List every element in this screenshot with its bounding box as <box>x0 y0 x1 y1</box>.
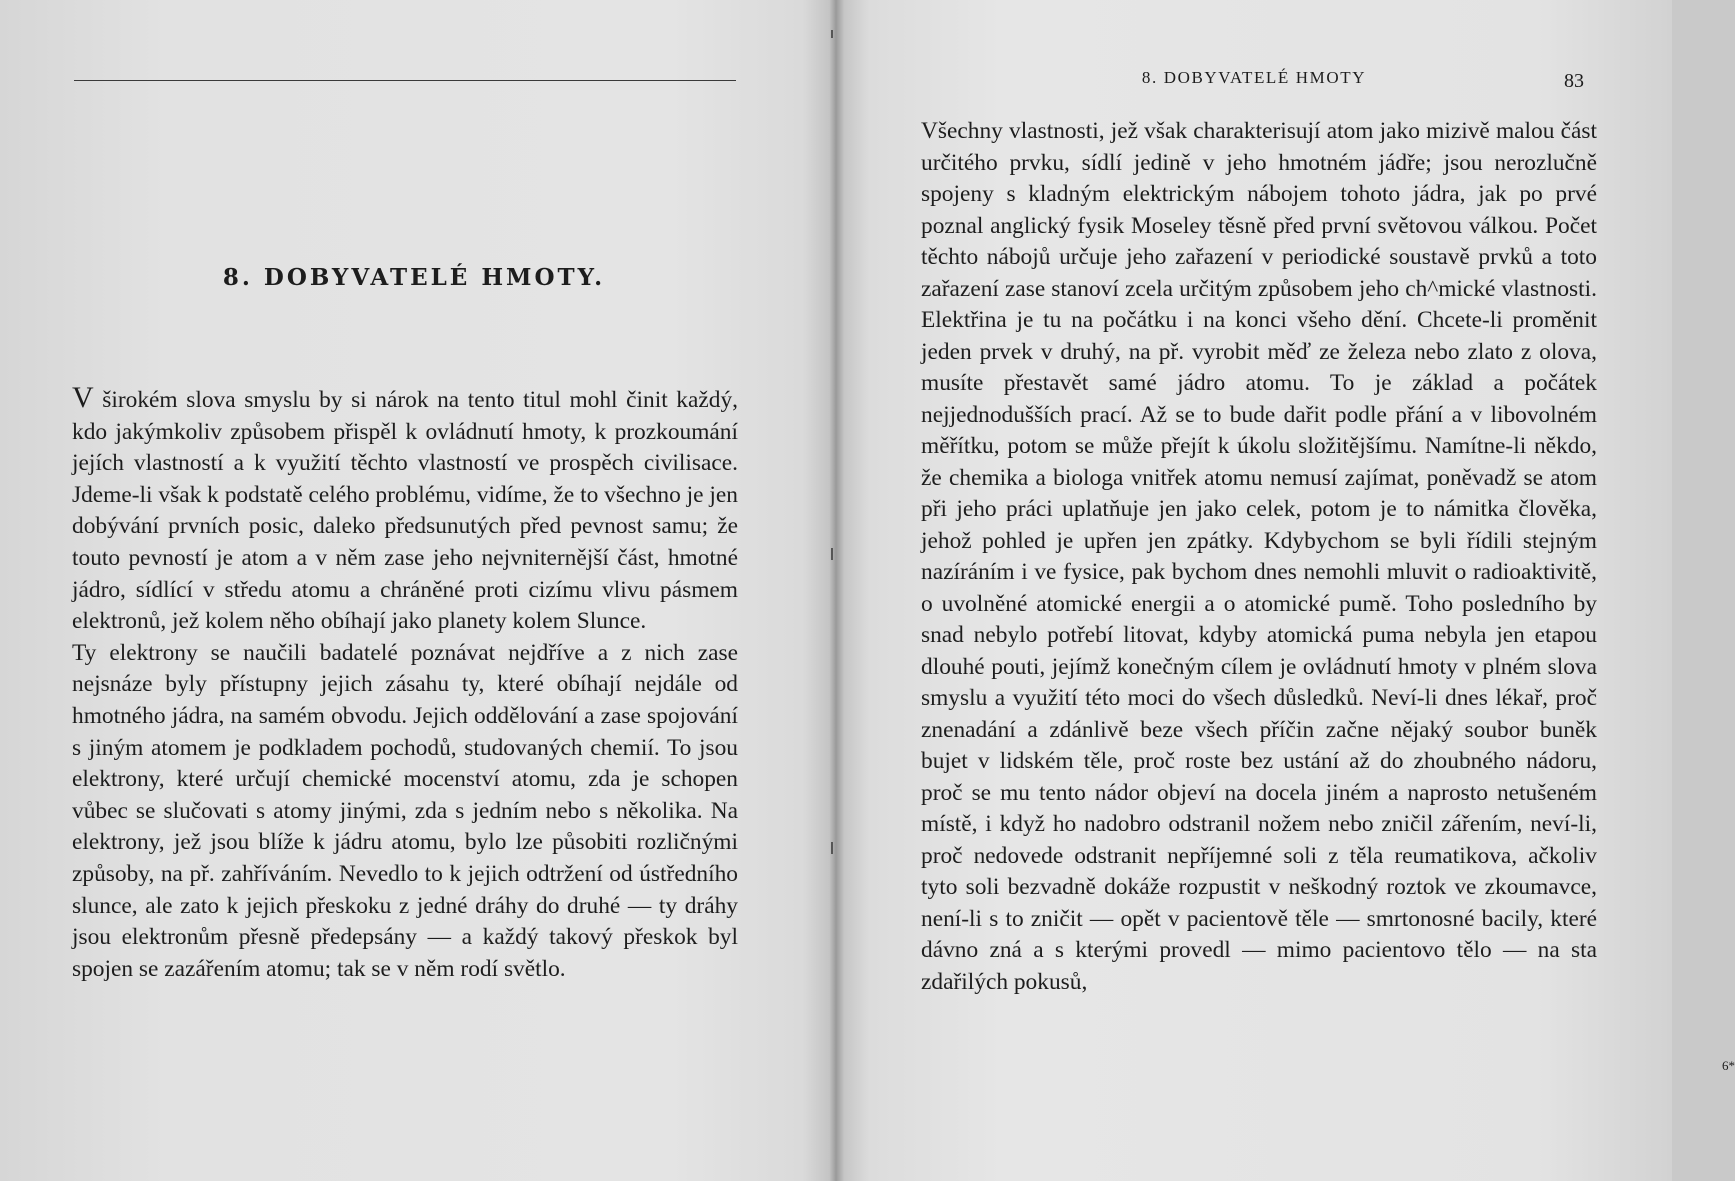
gutter-stitch-mark <box>831 842 833 854</box>
left-page-body <box>72 382 738 985</box>
right-page-body <box>921 116 1597 998</box>
right-page <box>836 0 1735 1181</box>
left-page <box>0 0 828 1181</box>
gutter-stitch-mark <box>831 30 833 38</box>
body-paragraph: V širokém slova smyslu by si nárok na tento titul mohl činit každý, kdo jakýmkoliv způsobem přispěl k ovládnutí hmoty, k prozkoumání jejích vlastností a k využití těchto vlastností ve prospěch civilisace. Jdeme-li však k podstatě celého problému, vidíme, že to všechno je jen dobývání prvních posic, daleko předsunutých před pevnost samu; že touto pevností je atom a v něm zase jeho nejvniternější část, hmotné jádro, sídlící v středu atomu a chráněné proti cizímu vlivu pásmem elektronů, jež kolem něho obíhají jako planety kolem Slunce. <box>72 381 738 635</box>
page-number: 83 <box>1564 70 1584 92</box>
chapter-title: 8. DOBYVATELÉ HMOTY. <box>222 264 606 291</box>
body-paragraph: Všechny vlastnosti, jež však charakterisují atom jako mizivě malou část určitého prvku, sídlí jedině v jeho hmotném jádře; jsou nerozlučně spojeny s kladným elektrickým nábojem tohoto jádra, jak po prvé poznal anglický fysik Moseley těsně před první světovou válkou. Počet těchto nábojů určuje jeho zařazení v periodické soustavě prvků a toto zařazení zase stanoví zcela určitým způsobem jeho ch^mické vlastnosti. Elektřina je tu na počátku i na konci všeho dění. Chcete-li proměnit jeden prvek v druhý, na př. vyrobit měď ze železa nebo zlato z olova, musíte přestavět samé jádro atomu. To je základ a počátek nejjednodušších prací. Až se to bude dařit podle přání a v libovolném měřítku, potom se může přejít k úkolu složitějšímu. Namítne-li někdo, že chemika a biologa vnitřek atomu nemusí zajímat, poněvadž se atom při jeho práci uplatňuje jen jako celek, potom je to námitka člověka, jehož pohled je upřen jen zpátky. Kdybychom se byli řídili stejným nazíráním i ve fysice, pak bychom dnes nemohli mluvit o radioaktivitě, o uvolněné atomické energii a o atomické pumě. Toho posledního by snad nebylo potřebí litovat, kdyby atomická puma nebyla jen etapou dlouhé pouti, jejímž konečným cílem je ovládnutí hmoty v plném slova smyslu a využití této moci do všech důsledků. Neví-li dnes lékař, proč znenadání a zdánlivě beze všech příčin začne nějaký soubor buněk bujet v lidském těle, proč roste bez ustání až do zhoubného nádoru, proč se mu tento nádor objeví na docela jiném a naprosto netušeném místě, i když ho nadobro odstranil nožem nebo zničil zářením, neví-li, proč nedovede odstranit nepříjemné soli z těla reumatikova, ačkoliv tyto soli bezvadně dokáže rozpustit v neškodný roztok ve zkoumavce, není-li s to zničit — opět v pacientově těle — smrtonosné bacily, které dávno zná a s kterými provedl — mimo pacientovo tělo — na sta zdařilých pokusů, <box>921 118 1597 995</box>
running-head: 8. DOBYVATELÉ HMOTY <box>1141 68 1367 87</box>
signature-mark: 6* <box>1722 1058 1735 1073</box>
body-paragraph: Ty elektrony se naučili badatelé poznávat nejdříve a z nich zase nejsnáze byly přístupny jejich zásahu ty, které obíhají nejdále od hmotného jádra, na samém obvodu. Jejich oddělování a zase spojování s jiným atomem je podkladem pochodů, studovaných chemií. To jsou elektrony, které určují chemické mocenství atomu, zda je schopen vůbec se slučovati s atomy jinými, zda s jedním nebo s několika. Na elektrony, jež jsou blíže k jádru atomu, bylo lze působiti rozličnými způsoby, na př. zahříváním. Nevedlo to k jejich odtržení od ústředního slunce, ale zato k jejich přeskoku z jedné dráhy do druhé — ty dráhy jsou elektronům přesně předepsány — a každý takový přeskok byl spojen se zazářením atomu; tak se v něm rodí světlo. <box>72 639 738 982</box>
header-rule <box>74 80 736 81</box>
gutter-stitch-mark <box>831 548 833 560</box>
